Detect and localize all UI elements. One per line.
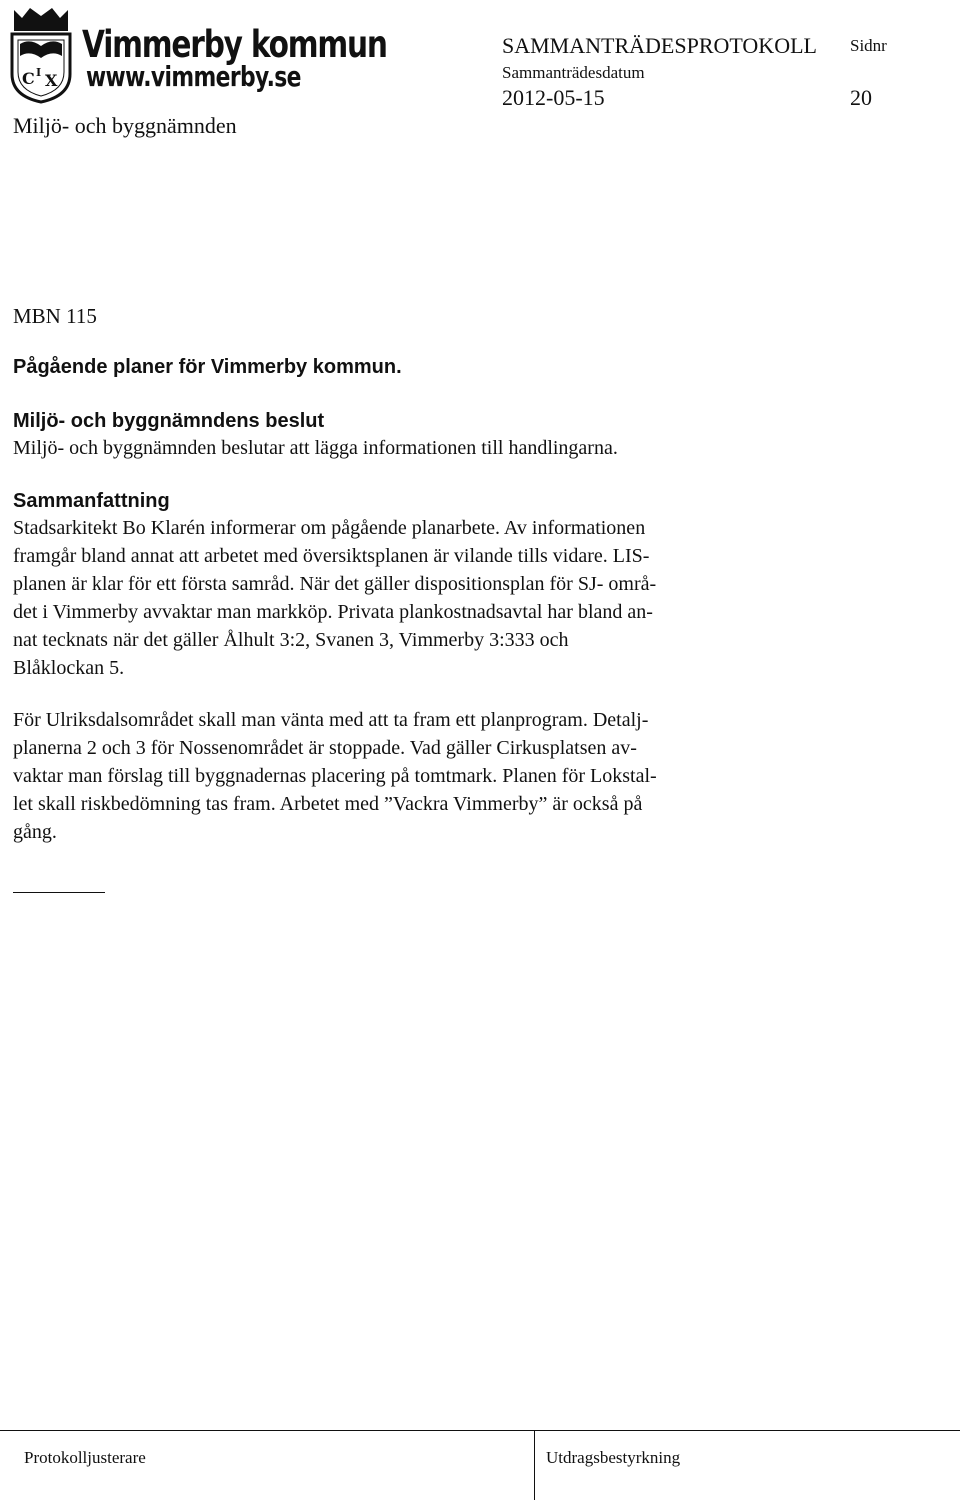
municipality-name-logo: Vimmerby kommun [82,23,387,66]
footer-protocol-adjuster-label: Protokolljusterare [24,1448,146,1467]
summary-line: gång. [13,821,57,843]
footer-divider [0,1430,960,1431]
summary-line: let skall riskbedömning tas fram. Arbetet med ”Vackra Vimmerby” är också på [13,793,643,815]
summary-paragraph [13,514,913,682]
footer-extract-certification-label: Utdragsbestyrkning [546,1448,681,1467]
page-number-label: Sidnr [850,36,887,55]
municipality-crest-icon [8,4,74,104]
document-type: SAMMANTRÄDESPROTOKOLL [502,33,817,58]
case-number: MBN 115 [13,304,97,328]
summary-line: För Ulriksdalsområdet skall man vänta med att ta fram ett planprogram. Detalj- [13,709,649,731]
summary-heading: Sammanfattning [13,490,170,512]
municipality-website-logo: www.vimmerby.se [86,60,301,93]
meeting-date-label: Sammanträdesdatum [502,63,645,82]
summary-line: planen är klar för ett första samråd. När det gäller dispositionsplan för SJ- områ- [13,573,657,595]
page-number: 20 [850,85,872,110]
decision-heading: Miljö- och byggnämndens beslut [13,410,325,432]
summary-line: planerna 2 och 3 för Nossenområdet är stoppade. Vad gäller Cirkusplatsen av- [13,737,637,759]
summary-line: Blåklockan 5. [13,657,125,679]
meeting-date: 2012-05-15 [502,85,605,110]
summary-line: det i Vimmerby avvaktar man markköp. Privata plankostnadsavtal har bland an- [13,601,653,623]
summary-line: nat tecknats när det gäller Ålhult 3:2, Svanen 3, Vimmerby 3:333 och [13,629,569,651]
decision-text: Miljö- och byggnämnden beslutar att lägga informationen till handlingarna. [13,437,618,459]
svg-text:X: X [45,71,58,90]
summary-line: Stadsarkitekt Bo Klarén informerar om pågående planarbete. Av informationen [13,517,646,539]
case-title: Pågående planer för Vimmerby kommun. [13,356,402,378]
svg-text:C: C [22,69,35,88]
committee-name: Miljö- och byggnämnden [13,113,237,138]
summary-line: vaktar man förslag till byggnadernas placering på tomtmark. Planen för Lokstal- [13,765,657,787]
footer-column-divider [534,1430,535,1500]
summary-line: framgår bland annat att arbetet med översiktsplanen är vilande tills vidare. LIS- [13,545,650,567]
end-divider [13,892,105,893]
summary-paragraph-2 [13,706,913,846]
svg-text:I: I [36,66,42,79]
